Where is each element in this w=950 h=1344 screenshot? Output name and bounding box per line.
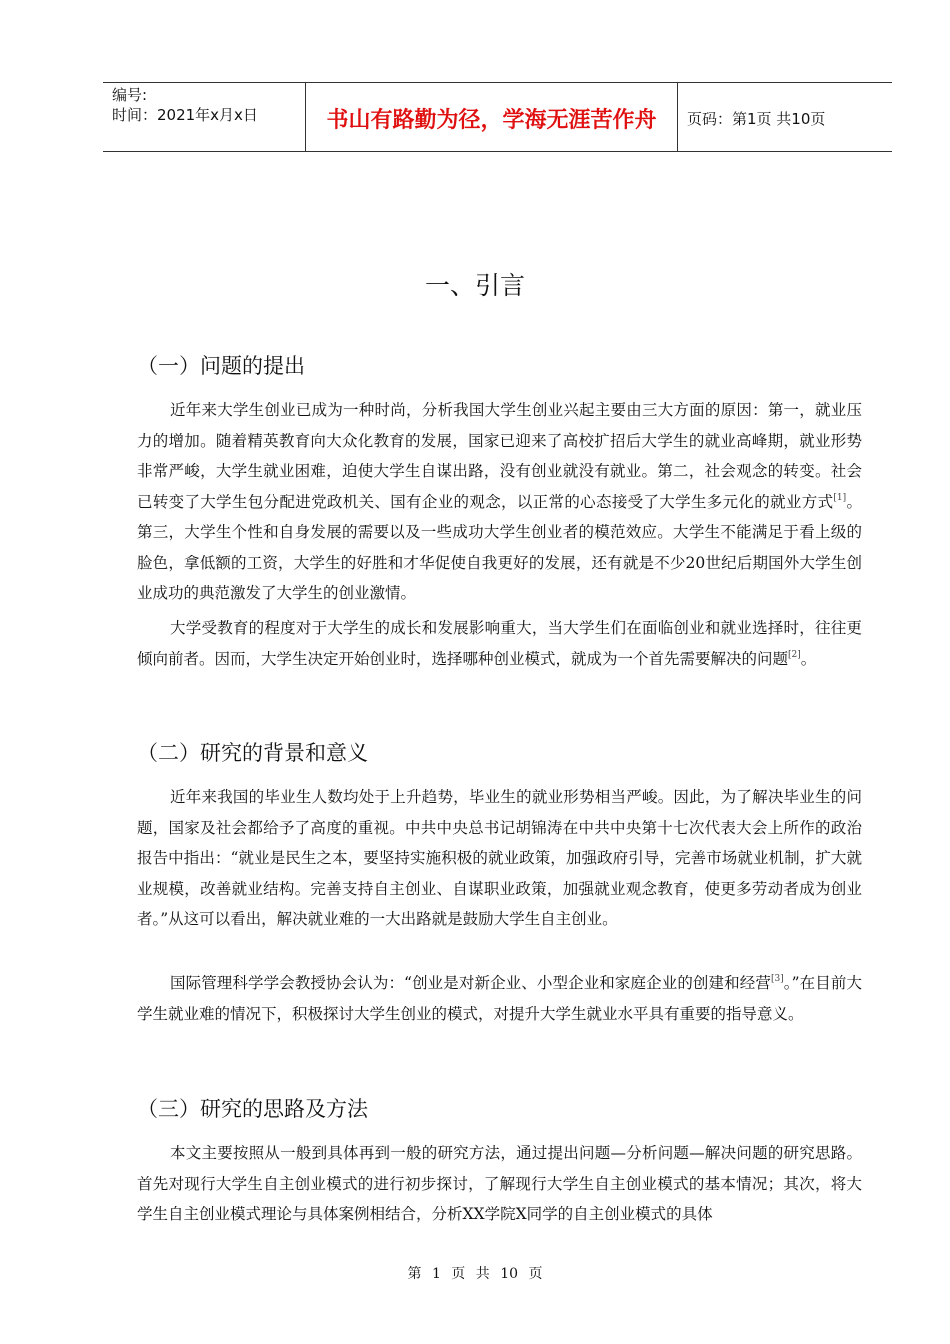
citation-ref: [3] xyxy=(770,974,784,984)
paragraph: 大学受教育的程度对于大学生的成长和发展影响重大，当大学生们在面临创业和就业选择时，往往更倾向前者。因而，大学生决定开始创业时，选择哪种创业模式，就成为一个首先需要解决的问题[2]。 xyxy=(137,619,862,668)
paragraph: 本文主要按照从一般到具体再到一般的研究方法，通过提出问题—分析问题—解决问题的研究思路。首先对现行大学生自主创业模式的进行初步探讨，了解现行大学生自主创业模式的基本情况；其次，将大学生自主创业模式理论与具体案例相结合，分析XX学院X同学的自主创业模式的具体 xyxy=(137,1144,862,1223)
header-meta xyxy=(103,83,306,151)
citation-ref: [2] xyxy=(788,649,801,660)
section-heading-problem: （一）问题的提出 xyxy=(137,354,305,378)
citation-ref: [1] xyxy=(833,492,847,503)
header-motto: 书山有路勤为径，学海无涯苦作舟 xyxy=(306,83,678,151)
document-date: 时间：2021年x月x日 xyxy=(112,106,258,124)
document-number-label: 编号: xyxy=(112,86,148,104)
section-heading-method: （三）研究的思路及方法 xyxy=(137,1097,368,1121)
section-heading-background: （二）研究的背景和意义 xyxy=(137,741,368,765)
document-title: 一、引言 xyxy=(424,271,525,300)
paragraph: 近年来我国的毕业生人数均处于上升趋势，毕业生的就业形势相当严峻。因此，为了解决毕业生的问题，国家及社会都给予了高度的重视。中共中央总书记胡锦涛在中共中央第十七次代表大会上所作的政治报告中指出：“就业是民生之本，要坚持实施积极的就业政策，加强政府引导，完善市场就业机制，扩大就业规模，改善就业结构。完善支持自主创业、自谋职业政策，加强就业观念教育，使更多劳动者成为创业者。”从这可以看出，解决就业难的一大出路就是鼓励大学生自主创业。 xyxy=(137,788,862,928)
header-page-info: 页码：第1页 共10页 xyxy=(687,109,826,128)
page-header xyxy=(103,82,892,152)
page-footer: 第 1 页 共 10 页 xyxy=(407,1266,543,1282)
paragraph: 近年来大学生创业已成为一种时尚，分析我国大学生创业兴起主要由三大方面的原因：第一，就业压力的增加。随着精英教育向大众化教育的发展，国家已迎来了高校扩招后大学生的就业高峰期，就业形势非常严峻，大学生就业困难，迫使大学生自谋出路，没有创业就没有就业。第二，社会观念的转变。社会已转变了大学生包分配进党政机关、国有企业的观念，以正常的心态接受了大学生多元化的就业方式[1]。第三，大学生个性和自身发展的需要以及一些成功大学生创业者的模范效应。大学生不能满足于看上级的脸色，拿低额的工资，大学生的好胜和才华促使自我更好的发展，还有就是不少20世纪后期国外大学生创业成功的典范激发了大学生的创业激情。 xyxy=(137,401,862,602)
paragraph: 国际管理科学学会教授协会认为：“创业是对新企业、小型企业和家庭企业的创建和经营[3]。”在目前大学生就业难的情况下，积极探讨大学生创业的模式，对提升大学生就业水平具有重要的指导意义。 xyxy=(137,974,862,1023)
